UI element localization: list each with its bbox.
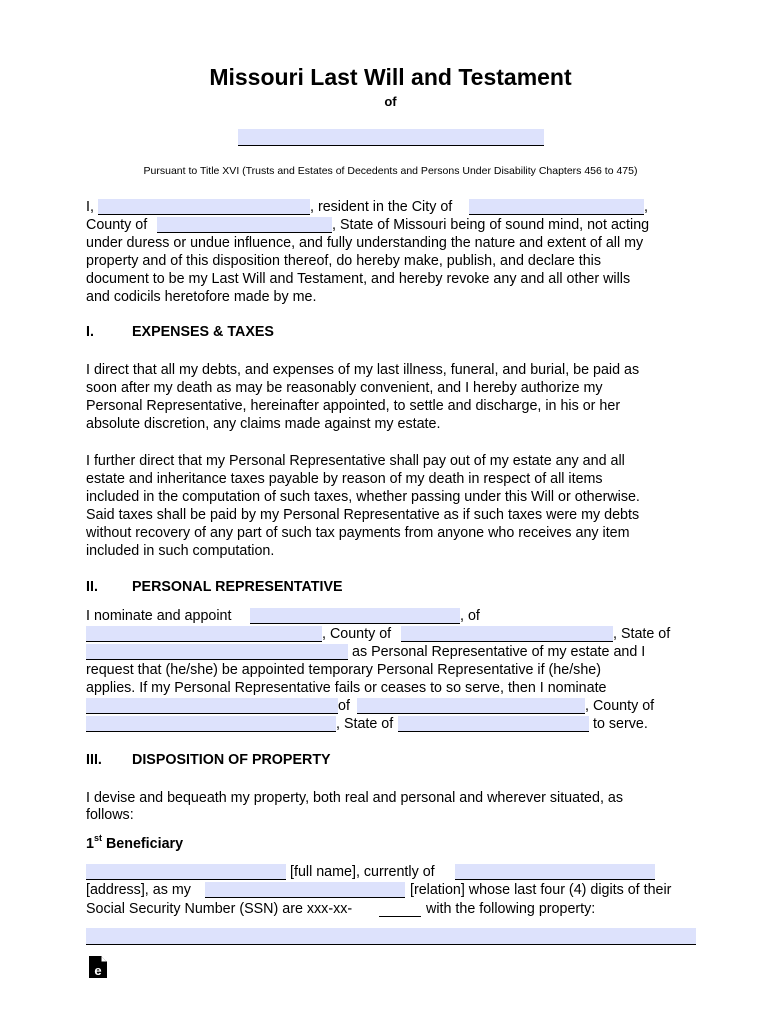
paragraph-line: [address], as my [86, 882, 191, 898]
section-number: III. [86, 752, 102, 768]
intro-text: under duress or undue influence, and fully understanding the nature and extent of all my [86, 235, 644, 251]
paragraph-line: , State of [336, 716, 394, 732]
paragraph-line: , County of [322, 626, 392, 642]
paragraph-line: Said taxes shall be paid by my Personal Representative as if such taxes were my debts [86, 507, 640, 523]
section-number: II. [86, 579, 98, 595]
eforms-logo-letter: e [94, 963, 102, 978]
paragraph-line: absolute discretion, any claims made against my estate. [86, 416, 441, 432]
intro-text: , State of Missouri being of sound mind, not acting [332, 217, 650, 233]
paragraph-line: of [338, 698, 350, 714]
paragraph-line: without recovery of any part of such tax payments from anyone who receives any item [86, 525, 630, 541]
section-heading: DISPOSITION OF PROPERTY [132, 752, 331, 768]
intro-text: County of [86, 217, 148, 233]
beneficiary-number: 1 [86, 836, 94, 852]
representative-state-field[interactable] [86, 644, 348, 660]
paragraph-line: included in such computation. [86, 543, 275, 559]
paragraph-line: I direct that all my debts, and expenses of my last illness, funeral, and burial, be paid as [86, 362, 640, 378]
beneficiary-name-field[interactable] [86, 864, 286, 880]
ssn-last-four-field[interactable] [379, 901, 421, 917]
paragraph-line: Personal Representative, hereinafter appointed, to settle and discharge, in his or her [86, 398, 621, 414]
beneficiary-label: Beneficiary [105, 836, 184, 852]
eforms-logo-icon [88, 955, 108, 979]
testator-name-field[interactable] [98, 199, 310, 215]
section-heading: EXPENSES & TAXES [132, 324, 274, 340]
document-title: Missouri Last Will and Testament [209, 64, 572, 90]
beneficiary-property-field[interactable] [86, 928, 696, 945]
beneficiary-heading [86, 833, 184, 852]
alternate-representative-county-field[interactable] [86, 716, 336, 732]
testator-name-field[interactable] [238, 129, 544, 146]
beneficiary-suffix: st [93, 833, 102, 843]
intro-text: , [644, 199, 648, 215]
alternate-representative-city-field[interactable] [357, 698, 585, 714]
paragraph-line: , County of [585, 698, 655, 714]
pursuant-statement: Pursuant to Title XVI (Trusts and Estates of Decedents and Persons Under Disability Chapters 456 to 475) [143, 165, 638, 177]
section-number: I. [86, 324, 94, 340]
paragraph-line: I nominate and appoint [86, 608, 232, 624]
paragraph-line: Social Security Number (SSN) are xxx-xx- [86, 901, 353, 917]
paragraph-line: I further direct that my Personal Representative shall pay out of my estate any and all [86, 453, 625, 469]
paragraph-line: to serve. [593, 716, 648, 732]
city-field[interactable] [469, 199, 644, 215]
paragraph-line: I devise and bequeath my property, both real and personal and wherever situated, as [86, 790, 623, 806]
paragraph-line: included in the computation of such taxes, whether passing under this Will or otherwise. [86, 489, 640, 505]
of-label: of [384, 94, 397, 109]
paragraph-line: request that (he/she) be appointed temporary Personal Representative if (he/she) [86, 662, 601, 678]
representative-county-field[interactable] [401, 626, 613, 642]
paragraph-line: estate and inheritance taxes payable by reason of my death in respect of all items [86, 471, 603, 487]
alternate-representative-state-field[interactable] [398, 716, 589, 732]
paragraph-line: soon after my death as may be reasonably convenient, and I hereby authorize my [86, 380, 603, 396]
beneficiary-relation-field[interactable] [205, 882, 405, 898]
representative-name-field[interactable] [250, 608, 460, 624]
section-heading: PERSONAL REPRESENTATIVE [132, 579, 343, 595]
beneficiary-address-field[interactable] [455, 864, 655, 880]
paragraph-line: [relation] whose last four (4) digits of their [410, 882, 672, 898]
intro-text: document to be my Last Will and Testament, and hereby revoke any and all other wills [86, 271, 631, 287]
paragraph-line: follows: [86, 807, 134, 823]
paragraph-line: applies. If my Personal Representative fails or ceases to so serve, then I nominate [86, 680, 607, 696]
intro-text: and codicils heretofore made by me. [86, 289, 317, 305]
representative-city-field[interactable] [86, 626, 322, 642]
county-field[interactable] [157, 217, 332, 233]
intro-text: I, [86, 199, 94, 215]
intro-text: property and of this disposition thereof, do hereby make, publish, and declare this [86, 253, 601, 269]
intro-text: , resident in the City of [310, 199, 453, 215]
paragraph-line: [full name], currently of [290, 864, 435, 880]
alternate-representative-name-field[interactable] [86, 698, 338, 714]
paragraph-line: , of [460, 608, 480, 624]
paragraph-line: as Personal Representative of my estate and I [352, 644, 646, 660]
paragraph-line: with the following property: [426, 901, 596, 917]
paragraph-line: , State of [613, 626, 671, 642]
